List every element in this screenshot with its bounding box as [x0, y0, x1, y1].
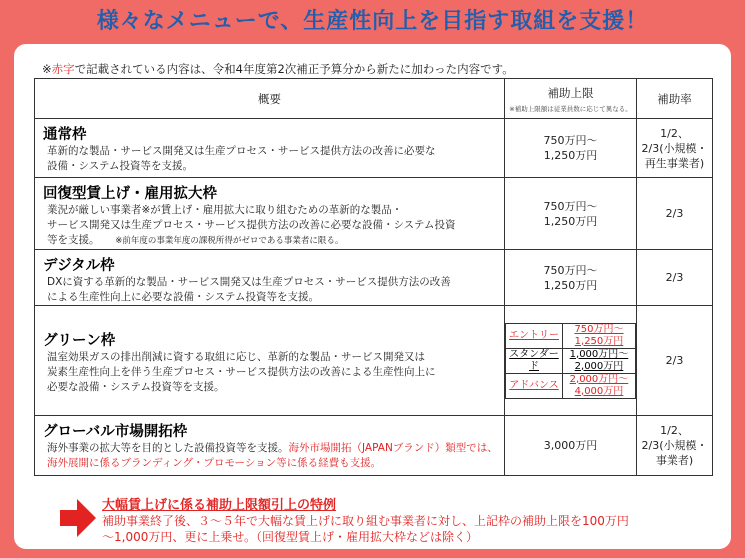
row-rate: 2/3	[637, 306, 713, 416]
tier-label-entry: エントリー	[506, 323, 563, 348]
special-title: 大幅賃上げに係る補助上限額引上の特例	[102, 498, 337, 513]
row-overview: 通常枠 革新的な製品・サービス開発又は生産プロセス・サービス提供方法の改善に必要な 設備・システム投資等を支援。	[35, 119, 505, 178]
header-limit-note: ※補助上限額は従業員数に応じて異なる。	[509, 104, 632, 113]
global-red-text: 海外市場開拓（JAPANブランド）類型では、海外展開に係るブランディング・プロモーション等に係る経費も支援。	[47, 442, 498, 469]
menu-table	[34, 78, 713, 476]
eligibility-note: ※前年度の事業年度の課税所得がゼロである事業者に限る。	[115, 236, 344, 246]
tier-limit-entry: 750万円～ 1,250万円	[562, 323, 635, 348]
table-row	[35, 250, 713, 306]
row-limit: 750万円～ 1,250万円	[505, 178, 637, 250]
header-limit: 補助上限 ※補助上限額は従業員数に応じて異なる。	[505, 79, 637, 119]
table-row	[35, 119, 713, 178]
table-header-row	[35, 79, 713, 119]
frame-name: グリーン枠	[43, 332, 116, 349]
row-rate: 1/2、 2/3(小規模・ 事業者)	[637, 416, 713, 476]
row-overview: グリーン枠 温室効果ガスの排出削減に資する取組に応じ、革新的な製品・サービス開発又は 炭素生産性向上を伴う生産プロセス・サービス提供方法の改善による生産性向上に 必要な設備・システム投資等を支援。	[35, 306, 505, 416]
tier-row	[506, 348, 636, 373]
frame-name: グローバル市場開拓枠	[43, 424, 188, 440]
tier-limit-standard: 1,000万円～ 2,000万円	[562, 348, 635, 373]
row-limit: 750万円～ 1,250万円	[505, 119, 637, 178]
row-rate: 2/3	[637, 178, 713, 250]
row-rate: 2/3	[637, 250, 713, 306]
right-arrow-icon	[60, 499, 96, 537]
tier-limit-advance: 2,000万円～ 4,000万円	[562, 373, 635, 398]
header-overview: 概要	[35, 79, 505, 119]
table-row	[35, 416, 713, 476]
row-limit-tiers	[505, 306, 637, 416]
tier-label-standard: スタンダード	[506, 348, 563, 373]
row-limit: 750万円～ 1,250万円	[505, 250, 637, 306]
frame-name: 通常枠	[43, 127, 87, 143]
header-rate: 補助率	[637, 79, 713, 119]
page-title: 様々なメニューで、生産性向上を目指す取組を支援！	[96, 9, 649, 34]
tier-label-advance: アドバンス	[506, 373, 563, 398]
row-limit: 3,000万円	[505, 416, 637, 476]
tier-row	[506, 373, 636, 398]
special-body: 補助事業終了後、３～５年で大幅な賃上げに取り組む事業者に対し、上記枠の補助上限を100万円 ～1,000万円、更に上乗せ。（回復型賃上げ・雇用拡大枠などは除く）	[102, 514, 629, 544]
frame-name: デジタル枠	[43, 258, 115, 274]
frame-name: 回復型賃上げ・雇用拡大枠	[43, 186, 217, 202]
row-overview: デジタル枠 DXに資する革新的な製品・サービス開発又は生産プロセス・サービス提供方法の改善 による生産性向上に必要な設備・システム投資等を支援。	[35, 250, 505, 306]
table-row	[35, 306, 713, 416]
red-text-note: ※赤字で記載されている内容は、令和4年度第2次補正予算分から新たに加わった内容です。	[42, 62, 514, 76]
row-overview: グローバル市場開拓枠 海外事業の拡大等を目的とした設備投資等を支援。海外市場開拓（JAPANブランド）類型では、海外展開に係るブランディング・プロモーション等に係る経費も支援。	[35, 416, 505, 476]
row-rate: 1/2、 2/3(小規模・ 再生事業者)	[637, 119, 713, 178]
tier-row	[506, 323, 636, 348]
green-tier-table	[505, 323, 636, 399]
table-row	[35, 178, 713, 250]
row-overview: 回復型賃上げ・雇用拡大枠 業況が厳しい事業者※が賃上げ・雇用拡大に取り組むための革新的な製品・ サービス開発又は生産プロセス・サービス提供方法の改善に必要な設備・システム投資 等を支援。 ※前年度の事業年度の課税所得がゼロである事業者に限る。	[35, 178, 505, 250]
